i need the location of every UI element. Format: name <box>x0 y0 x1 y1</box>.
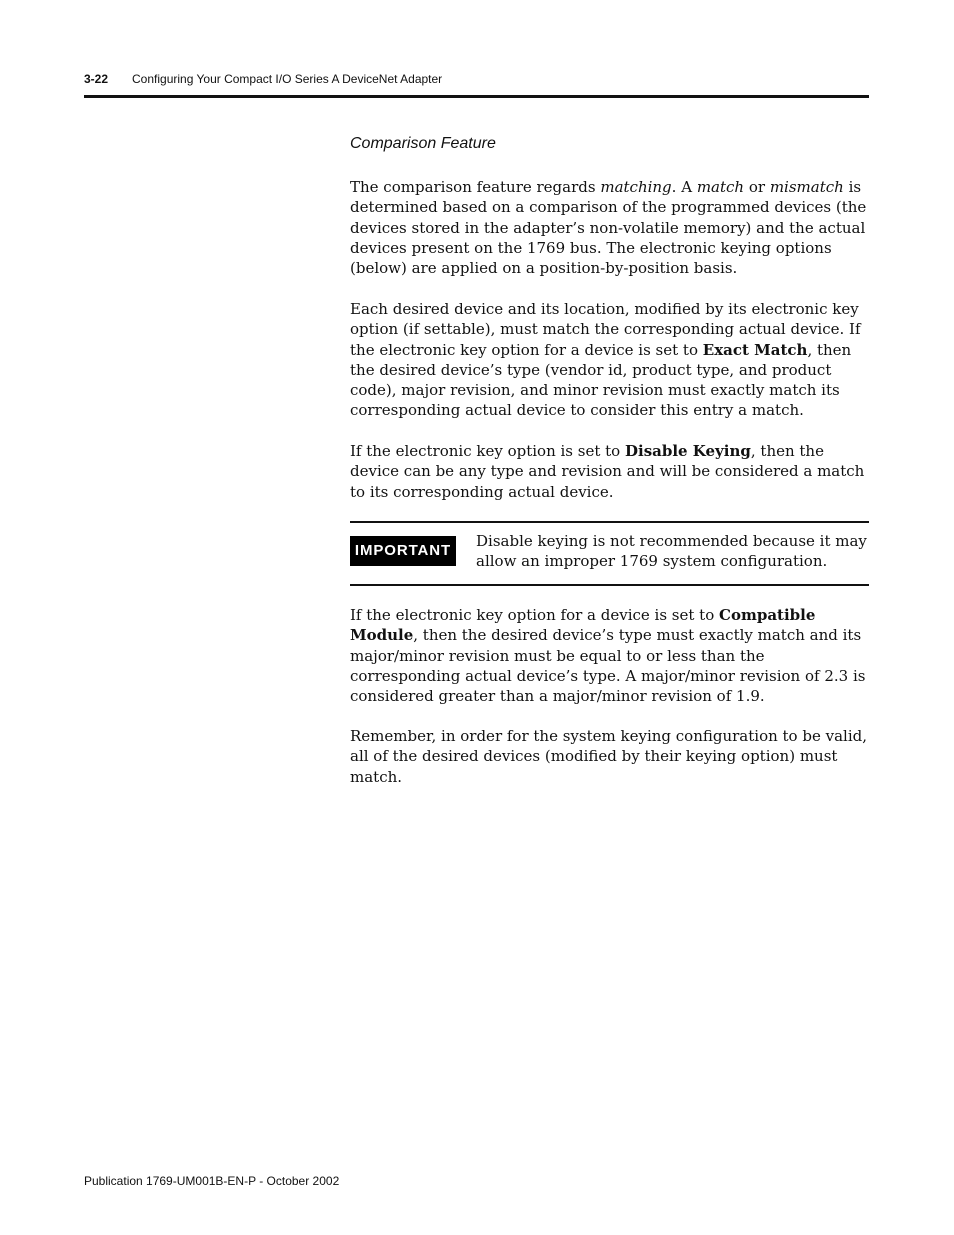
text-run: , then the device can be any type and revision and will be considered a match to its corresponding actual device. <box>350 442 865 501</box>
text-run: or <box>744 178 770 196</box>
important-bottom-rule <box>350 584 869 586</box>
text-run: is determined based on a comparison of the programmed devices (the devices stored in the adapter’s non-volatile memory) and the actual devices present on the 1769 bus. The electronic keying options (below) are applied on a position-by-position basis. <box>350 178 867 278</box>
paragraph-compatible-module <box>350 605 870 706</box>
paragraph-disable-keying <box>350 441 870 502</box>
emphasis-matching: matching <box>600 178 672 196</box>
paragraph-remember: Remember, in order for the system keying configuration to be valid, all of the desired devices (modified by their keying option) must match. <box>350 727 867 786</box>
text-run: , then the desired device’s type (vendor id, product type, and product code), major revision, and minor revision must exactly match its corresponding actual device to consider this entry a match. <box>350 340 852 420</box>
header-rule <box>84 95 869 98</box>
paragraph-comparison-intro <box>350 177 870 278</box>
paragraph-exact-match <box>350 299 870 421</box>
term-exact-match: Exact Match <box>702 340 808 359</box>
important-label: IMPORTANT <box>350 536 456 566</box>
page-number: 3-22 <box>84 72 109 86</box>
text-run: If the electronic key option for a device is set to <box>350 606 720 624</box>
term-compatible-module: Compatible Module <box>350 606 816 645</box>
emphasis-mismatch: mismatch <box>769 178 844 196</box>
text-run: , then the desired device’s type must exactly match and its major/minor revision must be equal to or less than the corresponding actual device’s type. A major/minor revision of 2.3 is considered greater than a major/minor revision of 1.9. <box>350 626 866 706</box>
text-run: . A <box>671 178 697 196</box>
term-disable-keying: Disable Keying <box>624 442 751 460</box>
emphasis-match: match <box>696 178 745 196</box>
important-top-rule <box>350 521 869 523</box>
section-title: Comparison Feature <box>350 135 496 152</box>
important-text: Disable keying is not recommended because it may allow an improper 1769 system configuration. <box>476 532 867 571</box>
chapter-title: Configuring Your Compact I/O Series A DeviceNet Adapter <box>132 72 443 86</box>
running-header <box>84 72 442 86</box>
text-run: Each desired device and its location, modified by its electronic key option (if settable), must match the corresponding actual device. If the electronic key option for a device is set to <box>350 300 861 359</box>
publication-footer: Publication 1769-UM001B-EN-P - October 2002 <box>84 1174 340 1188</box>
text-run: The comparison feature regards <box>350 178 601 196</box>
text-run: If the electronic key option is set to <box>350 442 625 460</box>
